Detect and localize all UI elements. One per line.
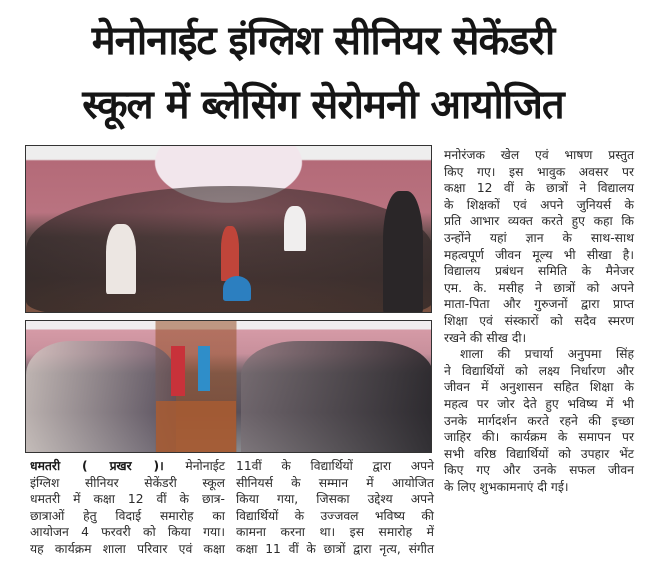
text-line: उनके मार्गदर्शन करते रहने की इच्छा [444, 413, 634, 428]
text-line: विद्यार्थियों के उज्जवल भविष्य की [236, 508, 434, 523]
text-line: आयोजन 4 फरवरी को किया गया। [30, 525, 225, 540]
text-line: किया गया, जिसका उद्देश्य अपने [236, 492, 434, 507]
text-line: कामना करना था। इस समारोह में [236, 525, 434, 540]
article-column-left [30, 458, 225, 558]
text-line: महत्वपूर्ण जीवन मूल्य भी सीखा है। [444, 247, 634, 262]
text-line: 11वीं के विद्यार्थियों द्वारा अपने [236, 459, 434, 473]
text-line: सभी वरिष्ठ विद्यार्थियों को उपहार भेंट [444, 446, 634, 461]
text-line: प्रति आभार व्यक्त करते हुए कहा कि [444, 214, 634, 229]
girls-line [26, 341, 176, 453]
text-line: इंग्लिश सीनियर सेकेंडरी स्कूल [30, 475, 225, 490]
text-line: के लिए शुभकामनाएं दी गई। [444, 479, 569, 494]
figure-red-saree [221, 226, 239, 281]
text-line: धमतरी ( प्रखर )। मेनोनाईट [30, 459, 225, 473]
headline-line-1: मेनोनाईट इंग्लिश सीनियर सेकेंडरी [91, 18, 555, 64]
figure-white-shirt [284, 206, 306, 251]
text-line: कक्षा 12 वीं के छात्रों ने विद्यालय [444, 181, 634, 196]
figure-black-suit [383, 191, 423, 313]
text-line: सीनियर्स के सम्मान में आयोजित [236, 475, 434, 490]
article-column-middle [236, 458, 434, 558]
text-line: महत्व पर जोर देते हुए भविष्य में भी [444, 396, 634, 411]
boys-line [241, 341, 432, 453]
text-line: छात्राओं हेतु विदाई समारोह का [30, 508, 225, 523]
figure-blue-dress [198, 346, 210, 391]
text-line: किए गए और उनके सफल जीवन [444, 463, 634, 478]
text-line: शाला की प्रचार्या अनुपमा सिंह [460, 347, 634, 362]
text-line: उन्होंने यहां ज्ञान के साथ-साथ [444, 230, 634, 245]
dateline: धमतरी ( प्रखर )। [30, 459, 164, 473]
figure-white-dress [106, 224, 136, 294]
carpet [156, 401, 236, 453]
figure-blue-skirt [223, 276, 251, 301]
text-line: किए गए। इस भावुक अवसर पर [444, 164, 634, 179]
text-line: यह कार्यक्रम शाला परिवार एवं कक्षा [30, 541, 225, 556]
text-line: जीवन में अनुशासन सहित शिक्षा के [444, 380, 634, 395]
text-line: धमतरी में कक्षा 12 वीं के छात्र- [30, 492, 225, 507]
text-line: विद्यालय प्रबंधन समिति के मैनेजर [444, 264, 634, 279]
text-line: एम. के. मसीह ने छात्रों को अपने [444, 280, 634, 295]
headline-line-2: स्कूल में ब्लेसिंग सेरोमनी आयोजित [82, 82, 564, 128]
students-lineup-photo [25, 320, 432, 453]
text-line: के शिक्षकों एवं अपने जुनियर्स के [444, 197, 634, 212]
group-photo-students [25, 145, 432, 313]
text-line: कक्षा 11 वीं के छात्रों द्वारा नृत्य, संगीत [236, 541, 434, 556]
article-column-right [444, 147, 634, 495]
text-line: रखने की सीख दी। [444, 330, 527, 345]
text-line: मनोरंजक खेल एवं भाषण प्रस्तुत [444, 148, 634, 162]
text-line: ने विद्यार्थियों को लक्ष्य निर्धारण और [444, 363, 634, 378]
text-line: माता-पिता और गुरुजनों द्वारा प्राप्त [444, 297, 634, 312]
text-line: जाहिर की। कार्यक्रम के समापन पर [444, 430, 634, 445]
figure-red-saree [171, 346, 185, 396]
text-line: शिक्षा एवं संस्कारों को सदैव स्मरण [444, 313, 634, 328]
